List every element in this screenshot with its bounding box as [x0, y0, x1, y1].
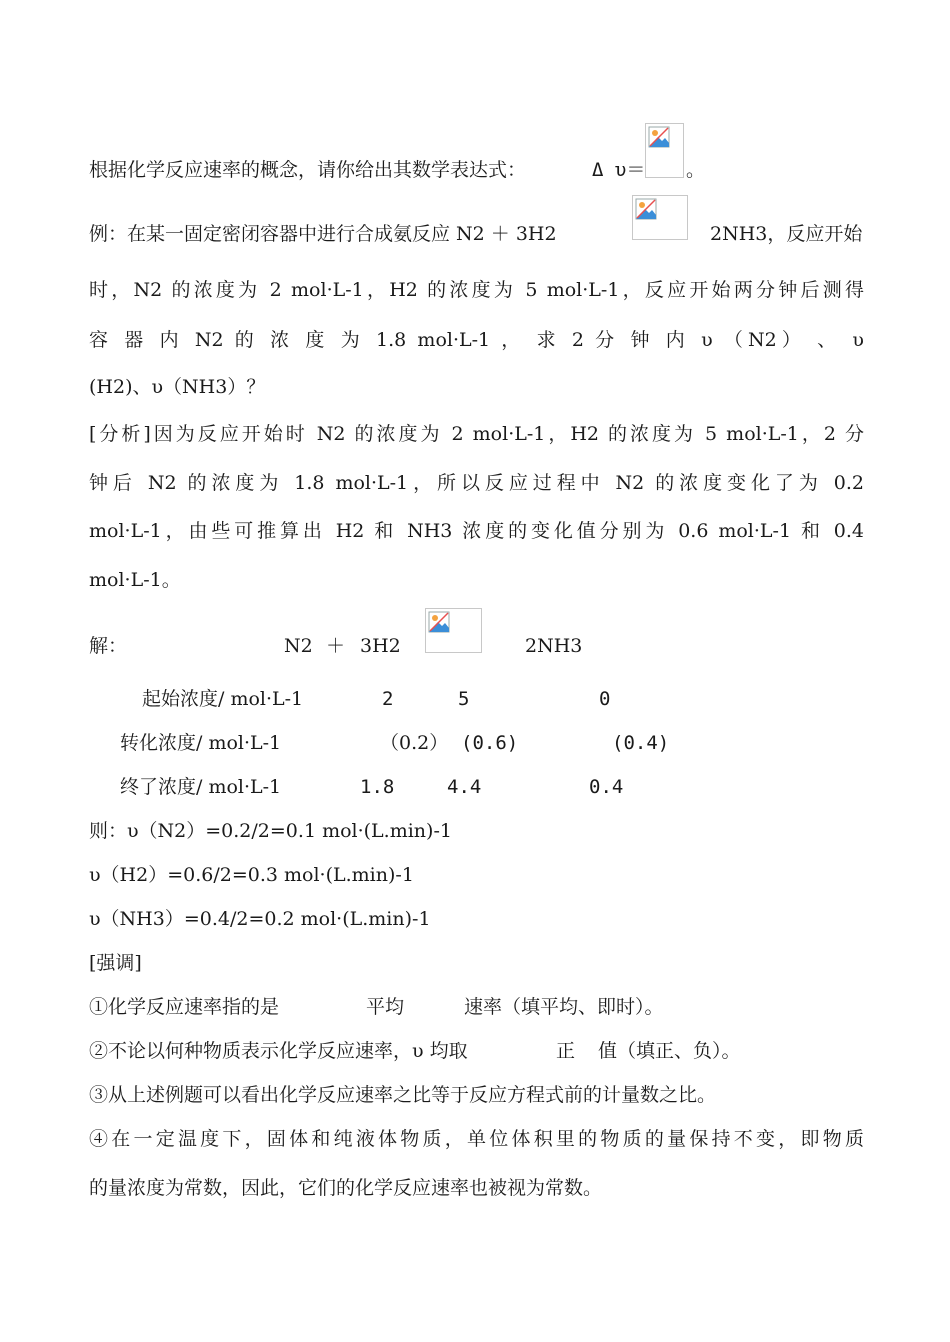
equation-nh3: 2NH3	[525, 635, 583, 657]
emphasis-1-pre: ①化学反应速率指的是	[89, 996, 280, 1018]
row-final-label: 终了浓度/ mol·L-1	[120, 776, 282, 798]
rate-nh3: υ（NH3）=0.4/2=0.2 mol·(L.min)-1	[89, 908, 431, 930]
solution-label: 解：	[89, 635, 128, 657]
broken-image-icon	[428, 611, 450, 633]
equation-arrow-image	[425, 608, 482, 653]
emphasis-4-line-2: 的量浓度为常数，因此，它们的化学反应速率也被视为常数。	[89, 1177, 603, 1199]
example-line-2: 时，N2 的浓度为 2 mol·L-1，H2 的浓度为 5 mol·L-1，反应开始两分钟后测得	[89, 279, 864, 301]
row-initial-h2: 5	[458, 688, 470, 710]
row-final-h2: 4.4	[447, 776, 482, 798]
row-initial-nh3: 0	[599, 688, 611, 710]
emphasis-1-post: 速率（填平均、即时）。	[464, 996, 664, 1018]
example-line-4: (H2)、υ（NH3）？	[89, 376, 266, 398]
emphasis-2-post: 值（填正、负）。	[598, 1040, 741, 1062]
equation-h2: 3H2	[360, 635, 401, 657]
intro-text: 根据化学反应速率的概念，请你给出其数学表达式：	[89, 159, 527, 181]
row-final-nh3: 0.4	[589, 776, 624, 798]
intro-end: 。	[686, 159, 706, 181]
row-change-h2: (0.6)	[461, 732, 519, 754]
intro-expression: Δ υ＝	[592, 159, 646, 181]
equation-n2: N2	[284, 635, 313, 657]
emphasis-1-blank: 平均	[366, 996, 405, 1018]
equation-plus: ＋	[326, 635, 346, 657]
broken-image-icon	[648, 126, 670, 148]
row-change-n2: （0.2）	[380, 732, 449, 754]
emphasis-4-line-1: ④在一定温度下，固体和纯液体物质，单位体积里的物质的量保持不变，即物质	[89, 1128, 864, 1150]
row-change-label: 转化浓度/ mol·L-1	[120, 732, 282, 754]
analysis-line-4: mol·L-1。	[89, 569, 181, 591]
rate-h2: υ（H2）=0.6/2=0.3 mol·(L.min)-1	[89, 864, 414, 886]
row-initial-label: 起始浓度/ mol·L-1	[142, 688, 304, 710]
example-line-1-post: 2NH3，反应开始	[710, 223, 863, 245]
emphasis-title: [强调]	[89, 952, 142, 974]
row-initial-n2: 2	[382, 688, 394, 710]
reaction-arrow-image	[632, 195, 688, 240]
emphasis-3: ③从上述例题可以看出化学反应速率之比等于反应方程式前的计量数之比。	[89, 1084, 717, 1106]
analysis-line-1: [分析]因为反应开始时 N2 的浓度为 2 mol·L-1，H2 的浓度为 5 mol·L-1，2 分	[89, 423, 864, 445]
rate-n2: 则：υ（N2）=0.2/2=0.1 mol·(L.min)-1	[89, 820, 452, 842]
analysis-line-3: mol·L-1，由些可推算出 H2 和 NH3 浓度的变化值分别为 0.6 mol·L-1 和 0.4	[89, 520, 864, 542]
analysis-line-2: 钟后 N2 的浓度为 1.8 mol·L-1，所以反应过程中 N2 的浓度变化了为 0.2	[89, 472, 864, 494]
broken-image-icon	[635, 198, 657, 220]
emphasis-2-blank: 正	[556, 1040, 576, 1062]
example-line-1-pre: 例：在某一固定密闭容器中进行合成氨反应 N2 ＋ 3H2	[89, 223, 557, 245]
row-change-nh3: (0.4)	[612, 732, 670, 754]
example-line-3: 容 器 内 N2 的 浓 度 为 1.8 mol·L-1 ， 求 2 分 钟 内 υ （N2） 、 υ	[89, 329, 864, 351]
row-final-n2: 1.8	[360, 776, 395, 798]
formula-image	[645, 123, 684, 178]
emphasis-2-pre: ②不论以何种物质表示化学反应速率，υ 均取	[89, 1040, 468, 1062]
